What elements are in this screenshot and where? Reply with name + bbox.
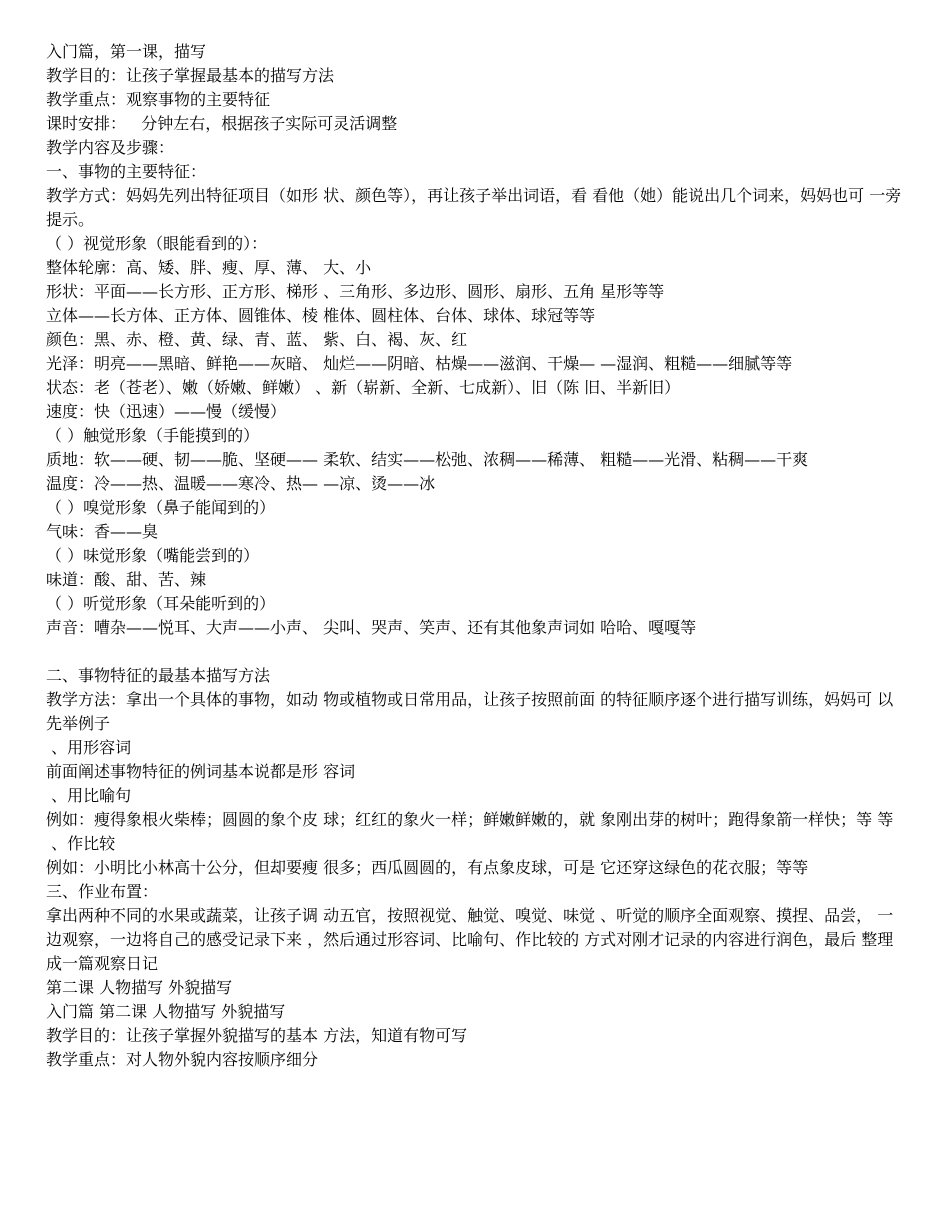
lesson-two-focus: 教学重点：对人物外貌内容按顺序细分: [46, 1050, 319, 1069]
sound-line: 声音：嘈杂——悦耳、大声——小声、 尖叫、哭声、笑声、还有其他象声词如 哈哈、嘎嘎等: [46, 618, 697, 637]
luster-line: 光泽：明亮——黑暗、鲜艳——灰暗、 灿烂——阴暗、枯燥——滋润、干燥— —湿润、粗糙——细腻等等: [46, 354, 793, 373]
outline-line: 整体轮廓：高、矮、胖、瘦、厚、薄、 大、小: [46, 258, 372, 277]
comparison-example-paragraph: 例如：小明比小林高十公分，但却要瘦 很多；西瓜圆圆的，有点象皮球，可是 它还穿这绿色的花衣服；等等: [46, 858, 809, 877]
odor-line: 气味：香——臭: [46, 522, 159, 541]
section-one-heading: 一、事物的主要特征：: [46, 162, 207, 181]
lesson-title: 入门篇，第一课，描写: [46, 42, 207, 61]
touch-image-heading: （ ）触觉形象（手能摸到的）: [46, 426, 260, 445]
adjective-subheading: 、用形容词: [46, 738, 132, 757]
class-schedule: 课时安排： 分钟左右，根据孩子实际可灵活调整: [46, 114, 398, 133]
teaching-goal: 教学目的：让孩子掌握最基本的描写方法: [46, 66, 335, 85]
content-steps-heading: 教学内容及步骤：: [46, 138, 175, 157]
teaching-method-paragraph: 教学方式：妈妈先列出特征项目（如形 状、颜色等），再让孩子举出词语，看 看他（她）能说出几个词来，妈妈也可 一旁提示。: [46, 186, 902, 229]
comparison-subheading: 、作比较: [46, 834, 116, 853]
temperature-line: 温度：冷——热、温暖——寒冷、热— —凉、烫——冰: [46, 474, 436, 493]
section-three-heading: 三、作业布置：: [46, 882, 159, 901]
metaphor-example-paragraph: 例如：瘦得象根火柴棒；圆圆的象个皮 球；红红的象火一样；鲜嫩鲜嫩的，就 象刚出芽的树叶；跑得象箭一样快；等 等: [46, 810, 894, 829]
state-line: 状态：老（苍老）、嫩（娇嫩、鲜嫩） 、新（崭新、全新、七成新）、旧（陈 旧、半新旧）: [46, 378, 681, 397]
lesson-two-title: 第二课 人物描写 外貌描写: [46, 978, 233, 997]
lesson-two-goal: 教学目的：让孩子掌握外貌描写的基本 方法，知道有物可写: [46, 1026, 468, 1045]
shape-solid-line: 立体——长方体、正方体、圆锥体、棱 椎体、圆柱体、台体、球体、球冠等等: [46, 306, 596, 325]
taste-image-heading: （ ）味觉形象（嘴能尝到的）: [46, 546, 260, 565]
teaching-method-two-paragraph: 教学方法：拿出一个具体的事物，如动 物或植物或日常用品，让孩子按照前面 的特征顺序逐个进行描写训练，妈妈可 以先举例子: [46, 690, 894, 733]
hearing-image-heading: （ ）听觉形象（耳朵能听到的）: [46, 594, 276, 613]
texture-line: 质地：软——硬、韧——脆、坚硬—— 柔软、结实——松弛、浓稠——稀薄、 粗糙——光滑、粘稠——干爽: [46, 450, 809, 469]
flavor-line: 味道：酸、甜、苦、辣: [46, 570, 207, 589]
blank-line: [46, 640, 906, 664]
speed-line: 速度：快（迅速）——慢（缓慢）: [46, 402, 287, 421]
color-line: 颜色：黑、赤、橙、黄、绿、青、蓝、 紫、白、褐、灰、红: [46, 330, 468, 349]
lesson-two-full-title: 入门篇 第二课 人物描写 外貌描写: [46, 1002, 286, 1021]
adjective-paragraph: 前面阐述事物特征的例词基本说都是形 容词: [46, 762, 356, 781]
visual-image-heading: （ ）视觉形象（眼能看到的）：: [46, 234, 268, 253]
homework-paragraph: 拿出两种不同的水果或蔬菜，让孩子调 动五官，按照视觉、触觉、嗅觉、味觉 、听觉的顺序全面观察、摸捏、品尝， 一边观察，一边将自己的感受记录下来 ，然后通过形容词、比喻句、作比较的 方式对刚才记录的内容进行润色，最后 整理成一篇观察日记: [46, 906, 894, 973]
shape-plane-line: 形状：平面——长方形、正方形、梯形 、三角形、多边形、圆形、扇形、五角 星形等等: [46, 282, 665, 301]
section-two-heading: 二、事物特征的最基本描写方法: [46, 666, 271, 685]
teaching-focus: 教学重点：观察事物的主要特征: [46, 90, 271, 109]
metaphor-subheading: 、用比喻句: [46, 786, 132, 805]
document-body: [46, 40, 906, 1072]
smell-image-heading: （ ）嗅觉形象（鼻子能闻到的）: [46, 498, 276, 517]
